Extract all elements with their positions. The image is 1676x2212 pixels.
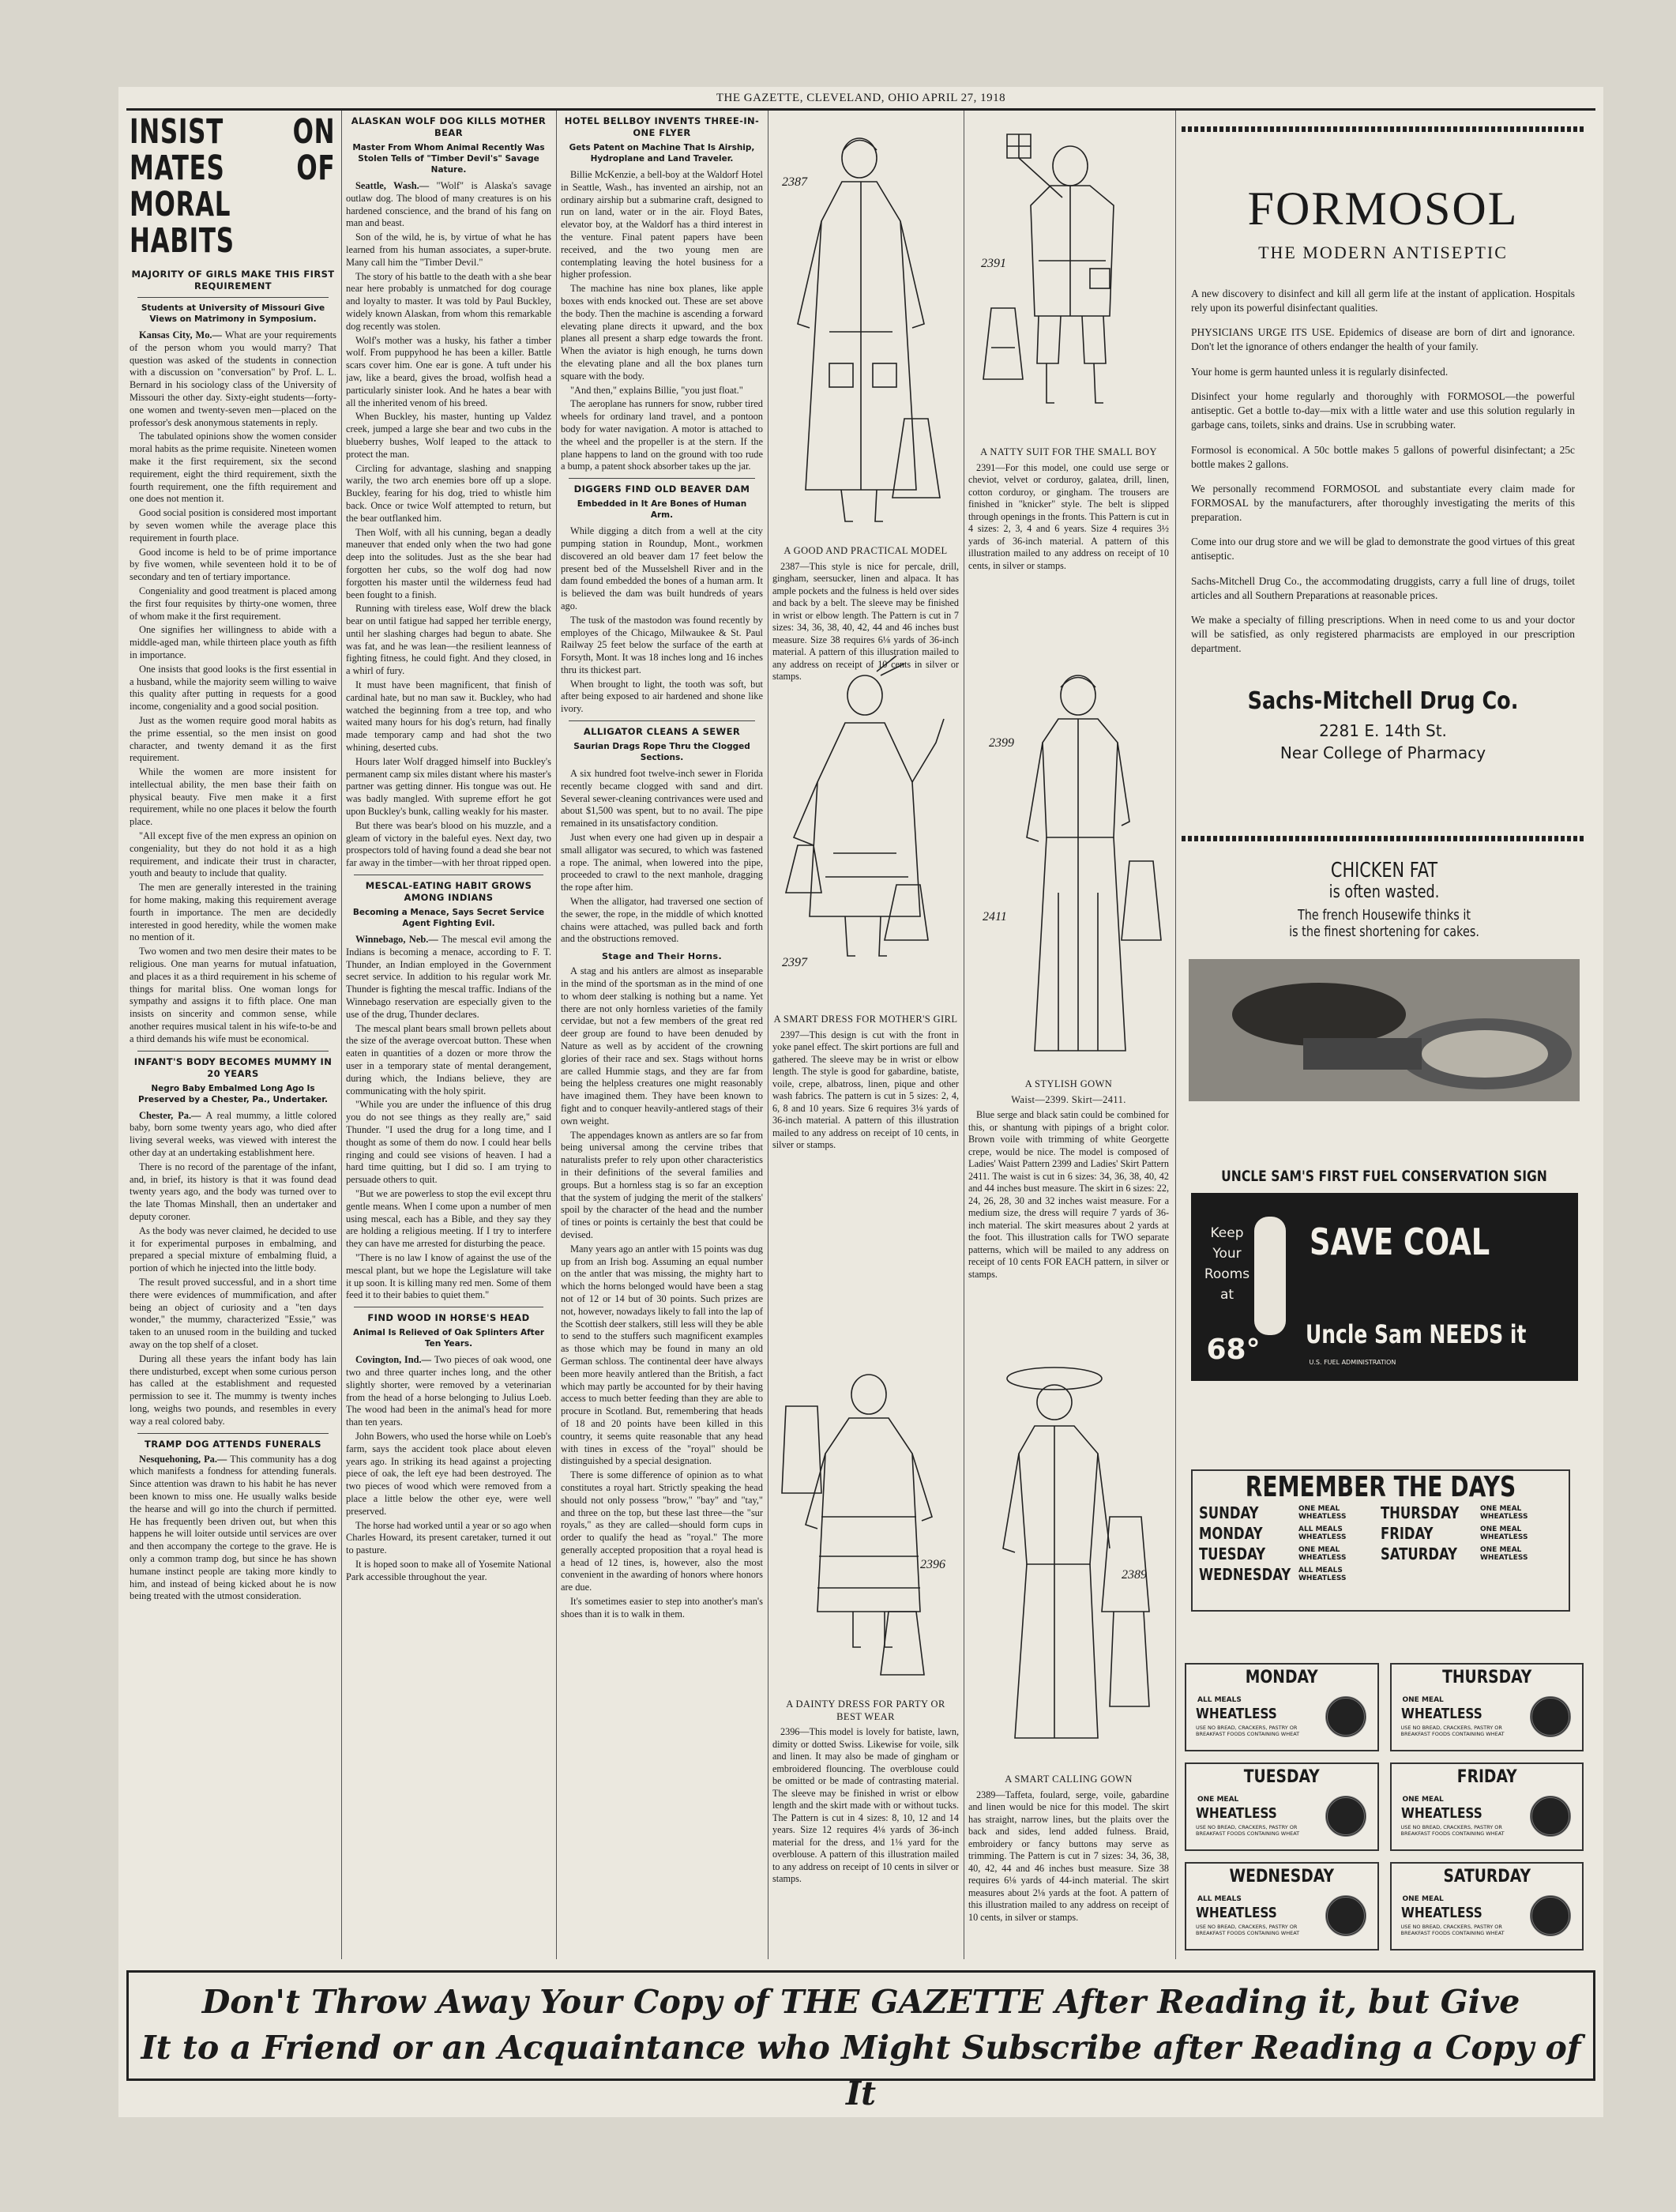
wheatless-card [1185, 1762, 1379, 1851]
article-body-mescal [346, 934, 551, 1302]
paragraph: There is some difference of opinion as to what constitutes a royal hart. Strictly speaking the head should not only possess "brow," "bay" and "tay," and three on the top, but these last three—the "sur royals," as they are called—should form cups in order to qualify the head as "royal." The more generally accepted proposition that a royal head is a head of 12 tines, is, however, also the most convenient in the awarding of honors where honors are due. [561, 1469, 763, 1593]
fuel-conservation-ad [1185, 1168, 1584, 1381]
paragraph: Covington, Ind.— Two pieces of oak wood, one two and three quarter inches long, and the other slightly shorter, were removed by a veterinarian from the head of a horse belonging to Julius Loeb. The wood had been in the animal's head for more than ten years. [346, 1354, 551, 1428]
pattern-2399-text [968, 1078, 1169, 1282]
remember-day: WEDNESDAY [1199, 1565, 1291, 1584]
paragraph: The horse had worked until a year or so ago when Charles Howard, its present caretaker, turned it out to pasture. [346, 1519, 551, 1556]
article-body-tramp-dog [130, 1454, 336, 1604]
remember-row [1199, 1544, 1381, 1563]
paragraph: Come into our drug store and we will be glad to demonstrate the good virtues of this great antiseptic. [1191, 536, 1575, 562]
remember-day: MONDAY [1199, 1524, 1263, 1543]
store-address: 2281 E. 14th St. [1319, 721, 1447, 741]
dateline: Covington, Ind.— [355, 1354, 434, 1366]
save-coal-text: SAVE COAL [1309, 1221, 1490, 1263]
divider [569, 478, 755, 479]
deck-majority-of-girls: MAJORITY OF GIRLS MAKE THIS FIRST REQUIREMENT [131, 269, 335, 292]
article-body-alligator [561, 768, 763, 946]
pattern-description: 2391—For this model, one could use serge or cheviot, velvet or corduroy, galatea, drill, linen, cotton corduroy, or gingham. The trousers are finished in "knicker" style. The belt is slipped through openings in the fronts. This Pattern is cut in 4 sizes: 2, 3, 4 and 6 years. Size 4 requires 3½ yards of 36-inch material. A pattern of this illustration mailed to any address on receipt of 10 cents, in silver or stamps. [968, 461, 1169, 571]
card-top: ALL MEALS [1197, 1895, 1242, 1903]
fuel-admin: U.S. FUEL ADMINISTRATION [1309, 1359, 1396, 1366]
chicken-line-4: is the finest shortening for cakes. [1289, 924, 1479, 940]
chicken-fat-ad [1185, 849, 1584, 1157]
pattern-description: 2396—This model is lovely for batiste, lawn, dimity or dotted Swiss. Likewise for voile, silk and linen. It may also be made of gingham or embroidered flouncing. The overblouse could be omitted or be made of contrasting material. The sleeve may be finished in wrist or elbow length and the skirt made with or without tucks. The Pattern is cut in 4 sizes: 8, 10, 12 and 14 years. Size 12 requires 4⅛ yards of 36-inch material for the dress, and 1⅛ yard for the overblouse. A pattern of this illustration mailed to any address on receipt of 10 cents in silver or stamps. [772, 1726, 959, 1884]
pattern-caption: A NATTY SUIT FOR THE SMALL BOY [980, 446, 1157, 457]
headline-tramp-dog: TRAMP DOG ATTENDS FUNERALS [145, 1438, 321, 1450]
remember-row [1381, 1544, 1562, 1563]
uncle-sam-needs-text: Uncle Sam NEEDS it [1305, 1319, 1526, 1349]
pattern-number: 2396 [920, 1558, 945, 1571]
divider [569, 720, 755, 721]
remember-title: REMEMBER THE DAYS [1245, 1471, 1516, 1503]
baking-photo [1185, 959, 1584, 1101]
card-small: USE NO BREAD, CRACKERS, PASTRY OR BREAKFAST FOODS CONTAINING WHEAT [1196, 1824, 1300, 1837]
remember-row [1199, 1524, 1381, 1543]
shield-icon [1325, 1696, 1366, 1737]
column-rule [341, 111, 342, 1959]
footer-banner [126, 1970, 1595, 2112]
pattern-caption: A STYLISH GOWN [1024, 1078, 1113, 1089]
paragraph: One insists that good looks is the first essential in a husband, while the majority seem willing to waive this quality after putting in requests for a good income, congeniality and a good social position. [130, 663, 336, 713]
headline-alaskan-wolf-dog: ALASKAN WOLF DOG KILLS MOTHER BEAR [351, 115, 547, 138]
paragraph: Good income is held to be of prime importance by five women, while seventeen hold it to be of secondary and ten of tertiary importance. [130, 546, 336, 583]
pattern-number: 2389 [1122, 1568, 1147, 1582]
pattern-caption: A SMART CALLING GOWN [1005, 1774, 1133, 1785]
remember-days-ad [1191, 1469, 1570, 1612]
paragraph: PHYSICIANS URGE ITS USE. Epidemics of disease are born of dirt and ignorance. Don't let the ignorance of others endanger the health of your family. [1191, 326, 1575, 353]
deck-mescal: Becoming a Menace, Says Secret Service Agent Fighting Evil. [352, 908, 545, 929]
pattern-2389-illustration [979, 1359, 1169, 1770]
card-day: WEDNESDAY [1229, 1867, 1335, 1887]
shield-icon [1530, 1895, 1571, 1936]
paragraph: When brought to light, the tooth was soft, but after being exposed to air hardened and shone like ivory. [561, 678, 763, 715]
dateline: Kansas City, Mo.— [139, 329, 225, 340]
paragraph: During all these years the infant body has lain there undisturbed, except when some curious person has called at the establishment and requested permission to see it. The mummy is twenty inches long, weighs two pounds, and resembles in every way a real colored baby. [130, 1352, 336, 1427]
paragraph: Then Wolf, with all his cunning, began a deadly maneuver that ended only when the two had gone deep into the solitudes. Just as the she bear had forgotten her cubs, so the wolf dog had now forgotten his master until the wilderness feud had been fought to a finish. [346, 526, 551, 600]
card-day: MONDAY [1245, 1668, 1318, 1687]
paragraph: Kansas City, Mo.— What are your requirements of the person whom you would marry? That question was asked of the students in connection with a discussion on "conversation" by Prof. L. L. Bernard in his sociology class of the University of Missouri the other day. Sixty-eight students—forty-one women and twenty-seven men—placed on the professor's desk anonymous statements in reply. [130, 329, 336, 428]
remember-row [1381, 1524, 1562, 1543]
paragraph: "All except five of the men express an opinion on congeniality, but they do not hold it as a high requirement, and indicate their trust in character, youth and beauty to include that quality. [130, 830, 336, 879]
article-body-mates [130, 329, 336, 1046]
pattern-description: 2387—This style is nice for percale, drill, gingham, seersucker, linen and alpaca. It has ample pockets and the fulness is held over sides and back by a belt. The sleeve may be finished in wrist or elbow length. The Pattern is cut in 7 sizes: 34, 36, 38, 40, 42, 44 and 46 inches bust measure. Size 38 requires 6⅛ yards of 36-inch material. A pattern of this illustration mailed to any address on receipt of 10 cents in silver or stamps. [772, 560, 959, 682]
pattern-2389-text [968, 1774, 1169, 1925]
wheatless-card [1390, 1663, 1584, 1751]
paragraph: When the alligator, had traversed one section of the sewer, the rope, in the middle of which knotted chains were attached, was pulled back and forth and the obstructions removed. [561, 896, 763, 945]
paragraph: Congeniality and good treatment is placed among the first four requisites by thirty-one women, three of whom make it the first requirement. [130, 585, 336, 622]
paragraph: The appendages known as antlers are so far from being universal among the cervine tribes that naturalists prefer to rely upon other characteristics in their definitions of the several families and groups. But a hornless stag is so far an exception that the system of judging the merit of the stalkers' spoil by the character of the head and the number of tines or points is certainly the best that could be devised. [561, 1129, 763, 1240]
pattern-2391-text [968, 446, 1169, 574]
paragraph: "But we are powerless to stop the evil except thru gentle means. When I come upon a number of men using mescal, each has a Bible, and they say they are holding a religious meeting. If I try to interfere they can have me arrested for disturbing the peace. [346, 1187, 551, 1250]
card-main: WHEATLESS [1400, 1805, 1482, 1822]
article-body-beaver [561, 525, 763, 716]
card-day: THURSDAY [1441, 1668, 1531, 1687]
paragraph: The mescal plant bears small brown pellets about the size of the average overcoat button. These when eaten in quantities of a dozen or more throw the user in a temporary state of mental derangement, during which, the Indians believe, they are communicating with the holy spirit. [346, 1022, 551, 1097]
pattern-description: 2397—This design is cut with the front in yoke panel effect. The skirt portions are full and gathered. The sleeve may be in wrist or elbow length. The style is good for gabardine, batiste, voile, crepe, albatross, linen, pique and other wash fabrics. The pattern is cut in 5 sizes: 2, 4, 6, 8 and 10 years. Size 6 requires 3⅛ yards of 36-inch material. A pattern of this illustration mailed to any address on receipt of 10 cents, in silver or stamps. [772, 1029, 959, 1150]
remember-day: THURSDAY [1381, 1503, 1460, 1522]
column-3 [561, 111, 763, 1959]
wheatless-card [1390, 1762, 1584, 1851]
shield-icon [1530, 1696, 1571, 1737]
paragraph: Running with tireless ease, Wolf drew the black bear on until fatigue had sapped her terrible energy, until her slashing charges had begun to abate. She was fat, and he was lean—the resilient leanness of fighting fitness, he could fight. And they closed, in a whirl of fury. [346, 603, 551, 677]
paragraph: While the women are more insistent for intellectual ability, the men base their faith on physical beauty. Five men make it a first requirement, while no one places it below the fourth place. [130, 766, 336, 828]
headline-wood-in-horse: FIND WOOD IN HORSE'S HEAD [367, 1312, 530, 1324]
paragraph: The tabulated opinions show the women consider moral habits as the prime requisite. Nineteen women make it the first requirement, six the second requirement, eight the third requirement, sixth the fourth requirement, one the fifth requirement and one does not mention it. [130, 431, 336, 505]
remember-note: ONE MEAL WHEATLESS [1480, 1525, 1528, 1541]
footer-line-1: Don't Throw Away Your Copy of THE GAZETTE After Reading it, but Give [201, 1983, 1520, 2021]
pattern-number: 2411 [983, 910, 1007, 924]
wheatless-card [1185, 1663, 1379, 1751]
dateline: Winnebago, Neb.— [355, 934, 442, 946]
divider [137, 1433, 329, 1434]
store-name: Sachs-Mitchell Drug Co. [1247, 687, 1519, 716]
paragraph: Good social position is considered most important by seven women while the average place this requirement in fourth place. [130, 507, 336, 544]
paragraph: One signifies her willingness to abide with a middle-aged man, while thirteen place youth as fifth in importance. [130, 624, 336, 660]
paragraph: Just when every one had given up in despair a small alligator was secured, to which was fastened a rope. The animal, when lowered into the pipe, proceeded to crawl to the next manhole, dragging the rope after him. [561, 832, 763, 893]
pattern-2397-illustration [778, 656, 960, 988]
store-near: Near College of Pharmacy [1280, 743, 1486, 763]
temperature: 68° [1206, 1334, 1261, 1366]
deck-students: Students at University of Missouri Give Views on Matrimony in Symposium. [141, 303, 325, 324]
pattern-2399-illustration [987, 656, 1169, 1066]
card-main: WHEATLESS [1400, 1706, 1482, 1722]
card-top: ONE MEAL [1402, 1696, 1444, 1704]
paragraph: Your home is germ haunted unless it is regularly disinfected. [1191, 365, 1449, 378]
headline-infant-mummy: INFANT'S BODY BECOMES MUMMY IN 20 YEARS [133, 1055, 333, 1079]
paragraph: Wolf's mother was a husky, his father a timber wolf. From puppyhood he has been a killer. Battle scars cover him. One ear is gone. A tuft under his jaw, like a beard, gives the broad, wolfish head a particularly sinister look. And he hates a bear with all the inherited venom of his breed. [346, 334, 551, 408]
paragraph: When Buckley, his master, hunting up Valdez creek, jumped a large she bear and two cubs in the blueberry bushes, Wolf leaped to the attack to protect the man. [346, 411, 551, 460]
remember-row [1199, 1503, 1381, 1522]
deck-patent: Gets Patent on Machine That Is Airship, Hydroplane and Land Traveler. [569, 143, 755, 164]
paragraph: Winnebago, Neb.— The mescal evil among the Indians is becoming a menace, according to F. T. Thunder, an Indian employed in the Government secret service. In addition to his regular work Mr. Thunder is fighting the mescal traffic. Indians of the Winnebago reservation are especially given to the use of the drug, Thunder declares. [346, 934, 551, 1020]
fuel-title: UNCLE SAM'S FIRST FUEL CONSERVATION SIGN [1221, 1168, 1547, 1185]
paragraph: Nesquehoning, Pa.— This community has a dog which manifests a fondness for attending funerals. Since attention was drawn to his habit he has never been known to miss one. He usually walks beside the hearse and will go into the church if permitted. He has frequently been driven out, but when this happens he will loiter outside until services are over and then accompany the cortege to the grave. He is only a common tramp dog, but since he has shown humane instinct people are taking more kindly to him, and instead of being kicked about he is now being treated with the utmost consideration. [130, 1453, 336, 1602]
card-day: TUESDAY [1243, 1767, 1320, 1787]
card-top: ONE MEAL [1197, 1796, 1239, 1804]
shield-icon [1530, 1796, 1571, 1837]
formosol-title: FORMOSOL [1247, 182, 1519, 235]
remember-day: TUESDAY [1199, 1544, 1266, 1563]
paragraph: Disinfect your home regularly and thoroughly with FORMOSOL—the powerful antiseptic. Get a bottle to-day—mix with a little water and use this solution regularly in garbage cans, toilets, sinks and drains. Use in scrubbing water. [1191, 390, 1575, 431]
paragraph: Formosol is economical. A 50c bottle makes 5 gallons of powerful disinfectant; a 25c bottle makes 2 gallons. [1191, 443, 1575, 470]
headline-beaver-dam: DIGGERS FIND OLD BEAVER DAM [573, 483, 750, 495]
paragraph: It must have been magnificent, that finish of cardinal hate, but no man saw it. Buckley, who had watched the beginning from a tree top, and who waited many hours for his dog's return, had finally made temporary camp and had shot the two whining, deserted cubs. [346, 679, 551, 754]
wheatless-card [1185, 1862, 1379, 1951]
paragraph: The aeroplane has runners for snow, rubber tired wheels for ordinary land travel, and a pontoon body for water navigation. A motor is attached to the wheel and the propeller is at the stern. If the plane happens to land on the ground with too rude a bump, a patent shock absorber takes up the jar. [561, 398, 763, 472]
pattern-number: 2391 [981, 257, 1006, 270]
card-small: USE NO BREAD, CRACKERS, PASTRY OR BREAKFAST FOODS CONTAINING WHEAT [1196, 1725, 1300, 1737]
pattern-description: 2389—Taffeta, foulard, serge, voile, gabardine and linen would be nice for this model. The skirt has straight, narrow lines, but the plaits over the back and sides, lend added fulness. Braid, embroidery or fancy buttons may serve as trimming. The Pattern is cut in 7 sizes: 34, 36, 38, 40, 42, 44 and 46 inches bust measure. Size 38 requires 6⅛ yards of 44-inch material. The skirt measures about 2⅛ yards at the foot. A pattern of this illustration mailed to any address on receipt of 10 cents, in silver or stamps. [968, 1789, 1169, 1923]
remember-note: ALL MEALS WHEATLESS [1298, 1567, 1347, 1582]
keep-rooms-text: Keep Your Rooms at [1204, 1225, 1250, 1303]
pattern-number: 2397 [782, 956, 807, 969]
remember-row [1199, 1565, 1381, 1584]
pattern-caption: A GOOD AND PRACTICAL MODEL [784, 545, 948, 556]
pattern-number: 2387 [782, 175, 807, 189]
card-small: USE NO BREAD, CRACKERS, PASTRY OR BREAKFAST FOODS CONTAINING WHEAT [1400, 1725, 1505, 1737]
deck-saurian: Saurian Drags Rope Thru the Clogged Sections. [573, 742, 750, 763]
pattern-caption-sub: Waist—2399. Skirt—2411. [1011, 1093, 1126, 1105]
paragraph: Many years ago an antler with 15 points was dug up from an Irish bog. Assuming an equal number on the antler that was missing, the mighty hart to which the horns belonged would have been a stag not of 12 or 14 but of 30 points. Such prizes are not, however, nowadays likely to fall into the lap of the Scottish deer stalkers, still less will they be able to send to the stuffers such magnificent examples as those which may be found in many an old German schloss. The continental deer have always been more heavily antlered than the British, a fact which may partly be accounted for by their having access to much better feeding than they are able to procure in Scotland. But, remembering that heads of 18 and 20 points have been killed in this country, it seems quite reasonable that any head with tines in excess of the "royal" should be distinguished by a special designation. [561, 1243, 763, 1467]
remember-note: ONE MEAL WHEATLESS [1298, 1505, 1347, 1521]
article-body-bellboy [561, 169, 763, 473]
headline-mescal: MESCAL-EATING HABIT GROWS AMONG INDIANS [365, 880, 532, 904]
card-main: WHEATLESS [1196, 1805, 1277, 1822]
paragraph: A stag and his antlers are almost as inseparable in the mind of the sportsman as in the mind of one to whom deer stalking is nothing but a name. Yet there are not only hornless varieties of the family cervidae, but not a few members of the great red deer group are found to have been denuded by Nature as well as by accident of the crowning glories of their race and sex. Stags without horns are called Hummie stags, and they are far from being the helpless creatures one might reasonably have imagined them. They have been known to fight and to conquer heavily-antlered stags of their own weight. [561, 965, 763, 1127]
pattern-caption: A DAINTY DRESS FOR PARTY OR BEST WEAR [786, 1698, 945, 1722]
dateline: Chester, Pa.— [139, 1109, 206, 1121]
dotted-border [1182, 836, 1584, 841]
pattern-number: 2399 [989, 736, 1014, 750]
pattern-2387-text [772, 545, 959, 685]
deck-master: Master From Whom Animal Recently Was Stolen Tells of "Timber Devil's" Savage Nature. [352, 143, 545, 175]
save-coal-sign [1191, 1193, 1578, 1381]
dateline: Nesquehoning, Pa.— [139, 1453, 231, 1465]
remember-day: FRIDAY [1381, 1524, 1434, 1543]
remember-note: ONE MEAL WHEATLESS [1298, 1546, 1347, 1562]
paragraph: Chester, Pa.— A real mummy, a little colored baby, born some twenty years ago, who died after living several weeks, was viewed with interest the other day at an undertaking establishment here. [130, 1109, 336, 1159]
masthead: THE GAZETTE, CLEVELAND, OHIO APRIL 27, 1918 [716, 92, 1006, 104]
headline-bellboy: HOTEL BELLBOY INVENTS THREE-IN-ONE FLYER [564, 115, 760, 138]
column-2 [346, 111, 551, 1959]
dotted-border [1182, 126, 1584, 132]
article-body-horse [346, 1354, 551, 1583]
remember-note: ALL MEALS WHEATLESS [1298, 1525, 1347, 1541]
paragraph: John Bowers, who used the horse while on Loeb's farm, says the accident took place about eleven years ago. In striking its head against a projecting piece of oak, the left eye had been destroyed. The two pieces of wood which were removed from a place a little below the other eye, were well preserved. [346, 1430, 551, 1517]
footer-line-2: It to a Friend or an Acquaintance who Might Subscribe after Reading a Copy of It [141, 2029, 1581, 2112]
card-small: USE NO BREAD, CRACKERS, PASTRY OR BREAKFAST FOODS CONTAINING WHEAT [1400, 1924, 1505, 1936]
pattern-2391-illustration [975, 126, 1165, 427]
column-rule [556, 111, 557, 1959]
deck-oak-splinters: Animal Is Relieved of Oak Splinters After Ten Years. [352, 1328, 545, 1349]
card-top: ONE MEAL [1402, 1796, 1444, 1804]
card-day: SATURDAY [1442, 1867, 1531, 1887]
chicken-line-1: CHICKEN FAT [1330, 859, 1438, 882]
remember-note: ONE MEAL WHEATLESS [1480, 1505, 1528, 1521]
paragraph: It's sometimes easier to step into another's man's shoes than it is to walk in them. [561, 1596, 763, 1620]
card-small: USE NO BREAD, CRACKERS, PASTRY OR BREAKFAST FOODS CONTAINING WHEAT [1196, 1924, 1300, 1936]
paragraph: We make a specialty of filling prescriptions. When in need come to us and your doctor will be satisfied, as only registered pharmacists are employed in our prescription department. [1191, 614, 1575, 655]
card-day: FRIDAY [1456, 1767, 1517, 1787]
paragraph: The story of his battle to the death with a she bear near here probably is unmatched for dog courage and loyalty to master. It was told by Paul Buckley, widely known Alaskan, from whom this remarkable dog recently was stolen. [346, 270, 551, 332]
remember-note: ONE MEAL WHEATLESS [1480, 1546, 1528, 1562]
pattern-caption: A SMART DRESS FOR MOTHER'S GIRL [773, 1014, 958, 1025]
paragraph: The result proved successful, and in a short time there were evidences of mummification, and after being an object of curiosity and a "ten days wonder," the mummy, characterized "Essie," was taken to an unused room in the building and tucked away on the top shelf of a closet. [130, 1276, 336, 1350]
paragraph: We personally recommend FORMOSOL and substantiate every claim made for FORMOSAL by the manufacturers, after thoroughly investigating the merits of this preparation. [1191, 482, 1575, 523]
formosol-subtitle: THE MODERN ANTISEPTIC [1258, 243, 1508, 262]
paragraph: It is hoped soon to make all of Yosemite National Park accessible throughout the year. [346, 1558, 551, 1582]
paragraph: "And then," explains Billie, "you just float." [570, 384, 743, 396]
paragraph: Just as the women require good moral habits as the prime essential, so the men insist on good character, and twenty demand it as the first requirement. [130, 714, 336, 764]
remember-row [1381, 1503, 1562, 1522]
remember-day: SATURDAY [1381, 1544, 1457, 1563]
headline-insist-on-mates: INSIST ON MATES OF MORAL HABITS [130, 112, 336, 261]
article-body-mummy [130, 1110, 336, 1428]
wheatless-cards [1185, 1663, 1584, 1951]
wheatless-card [1390, 1862, 1584, 1951]
paragraph: Son of the wild, he is, by virtue of what he has learned from his human associates, a super-brute. Many call him the "Timber Devil." [346, 231, 551, 268]
paragraph: The machine has nine box planes, like apple boxes with ends knocked out. These are set above the body. Then the machine is ascending a forward elevating plane directs it upward, and the box planes all present a sharp edge towards the front. When the aviator is high enough, he turns down the elevating plane and all the box planes turn square with the body. [561, 283, 763, 382]
formosol-ad [1182, 126, 1584, 830]
deck-bones: Embedded in It Are Bones of Human Arm. [577, 499, 747, 521]
article-body-stags [561, 965, 763, 1620]
article-body-wolf [346, 180, 551, 870]
paragraph: Circling for advantage, slashing and snapping warily, the two arch enemies bore off up a slope. Buckley, fearing for his dog, tried to whistle him back. Once or twice Wolf attempted to return, but the bear outflanked him. [346, 462, 551, 524]
card-main: WHEATLESS [1196, 1706, 1277, 1722]
paragraph: The men are generally interested in the training for home making, making this requirement average fourth in importance. The men are decidedly interested in good heredity, while the women make no mention of it. [130, 882, 336, 943]
paragraph: A new discovery to disinfect and kill all germ life at the instant of application. Hospitals rely upon its powerful disinfectant qualities. [1191, 288, 1575, 314]
pattern-2396-text [772, 1698, 959, 1887]
paragraph: Hours later Wolf dragged himself into Buckley's permanent camp six miles distant where his master's partner was getting dinner. His tongue was out. He was badly mangled. With supreme effort he got upon Buckley's bunk, calling weakly for his master. [346, 755, 551, 818]
headline-stags: Stage and Their Horns. [601, 951, 723, 962]
paragraph: "There is no law I know of against the use of the mescal plant, but we hope the Legislature will take it up soon. It is killing many red men. Some of them feed it to their babies to quiet them." [346, 1251, 551, 1301]
thermometer-icon [1254, 1217, 1286, 1335]
paragraph: A six hundred foot twelve-inch sewer in Florida recently became clogged with sand and dirt. Several sewer-cleaning contrivances were used and about $1,500 was spent, but to no avail. The pipe remained in its unsatisfactory condition. [561, 768, 763, 830]
dateline: Seattle, Wash.— [355, 180, 437, 191]
remember-day: SUNDAY [1199, 1503, 1259, 1522]
pattern-description: Blue serge and black satin could be combined for this, or shantung with pipings of a bright color. Brown voile with trimming of white Georgette crepe, would be nice. The model is composed of Ladies' Waist Pattern 2399 and Ladies' Skirt Pattern 2411. The waist is cut in 6 sizes: 34, 36, 38, 40, 42 and 44 inches bust measure. The skirt in 6 sizes: 22, 24, 26, 28, 30 and 32 inches waist measure. For a medium size, the dress will require 7 yards of 36-inch material. The skirt measures about 2 yards at the foot. This illustration calls for TWO separate patterns, which will be mailed to any address on receipt of 10 cents FOR EACH pattern, in silver or stamps. [968, 1109, 1169, 1280]
column-1 [130, 111, 336, 1959]
headline-alligator: ALLIGATOR CLEANS A SEWER [583, 726, 741, 738]
chicken-line-2: is often wasted. [1328, 882, 1440, 902]
paragraph: As the body was never claimed, he decided to use it for experimental purposes in embalming, and prepared a special mixture of embalming fluid, a portion of which he injected into the little body. [130, 1224, 336, 1274]
paragraph: There is no record of the parentage of the infant, and, in brief, its history is that it was found dead twenty years ago, and the body was turned over to the late Thomas Minshall, then an undertaker and deputy coroner. [130, 1161, 336, 1222]
column-rule [1175, 111, 1176, 1959]
paragraph: But there was bear's blood on his muzzle, and a gleam of victory in the baleful eyes. Next day, two prospectors told of having found a dead she bear not far away in the timber—with her throat ripped open. [346, 819, 551, 869]
chicken-line-3: The french Housewife thinks it [1297, 907, 1471, 924]
paragraph: The tusk of the mastodon was found recently by employes of the Chicago, Milwaukee & St. Paul Railway 25 feet below the surface of the earth at Forsyth, Mont. It was 18 inches long and 16 inches thru its thickest part. [561, 614, 763, 675]
deck-negro-baby: Negro Baby Embalmed Long Ago Is Preserved by a Chester, Pa., Undertaker. [138, 1083, 328, 1104]
remember-grid [1193, 1503, 1569, 1584]
card-main: WHEATLESS [1196, 1905, 1277, 1921]
paragraph: Two women and two men desire their mates to be religious. One man yearns for mutual infatuation, and places it as a third requirement in his scheme of things for marital bliss. One woman longs for sympathy and assigns it to fifth place. One man insists on sincerity and common sense, while another requires musical talent in his wife-to-be and a third demands his wife must be economical. [130, 946, 336, 1044]
pattern-2397-text [772, 1014, 959, 1153]
paragraph: While digging a ditch from a well at the city pumping station in Roundup, Mont., workmen discovered an old beaver dam 17 feet below the present bed of the Musselshell River and in the dam found embedded the bones of a human arm. It is believed the dam was built hundreds of years ago. [561, 525, 763, 611]
shield-icon [1325, 1895, 1366, 1936]
card-top: ONE MEAL [1402, 1895, 1444, 1903]
paragraph: Sachs-Mitchell Drug Co., the accommodating druggists, carry a full line of drugs, toilet articles and all Southern Preparations at reasonable prices. [1191, 574, 1575, 601]
card-small: USE NO BREAD, CRACKERS, PASTRY OR BREAKFAST FOODS CONTAINING WHEAT [1400, 1824, 1505, 1837]
card-top: ALL MEALS [1197, 1696, 1242, 1704]
paragraph: "While you are under the influence of this drug you do not see things as they really are," said Thunder. "I used the drug for a long time, and I thought as some of them do now. I could hear bells ringing and could see visions of heaven. I had a hard time quitting, but I did so. I am trying to persuade others to quit. [346, 1099, 551, 1186]
paragraph: Billie McKenzie, a bell-boy at the Waldorf Hotel in Seattle, Wash., has invented an airship, not an ordinary airship but a submarine craft, designed to run on land, water or in the air. Floyd Bates, elevator boy, at the Waldorf has a third interest in the venture. Final patent papers have been received, and the two young men are contemplating leaving the hotel business for a higher profession. [561, 169, 763, 280]
card-main: WHEATLESS [1400, 1905, 1482, 1921]
paragraph: Seattle, Wash.— "Wolf" is Alaska's savage outlaw dog. The blood of many creatures is on his hardened conscience, and the brand of his fang on man and beast. [346, 180, 551, 229]
shield-icon [1325, 1796, 1366, 1837]
pattern-2396-illustration [778, 1359, 960, 1691]
divider [137, 297, 329, 298]
formosol-body [1182, 287, 1584, 656]
